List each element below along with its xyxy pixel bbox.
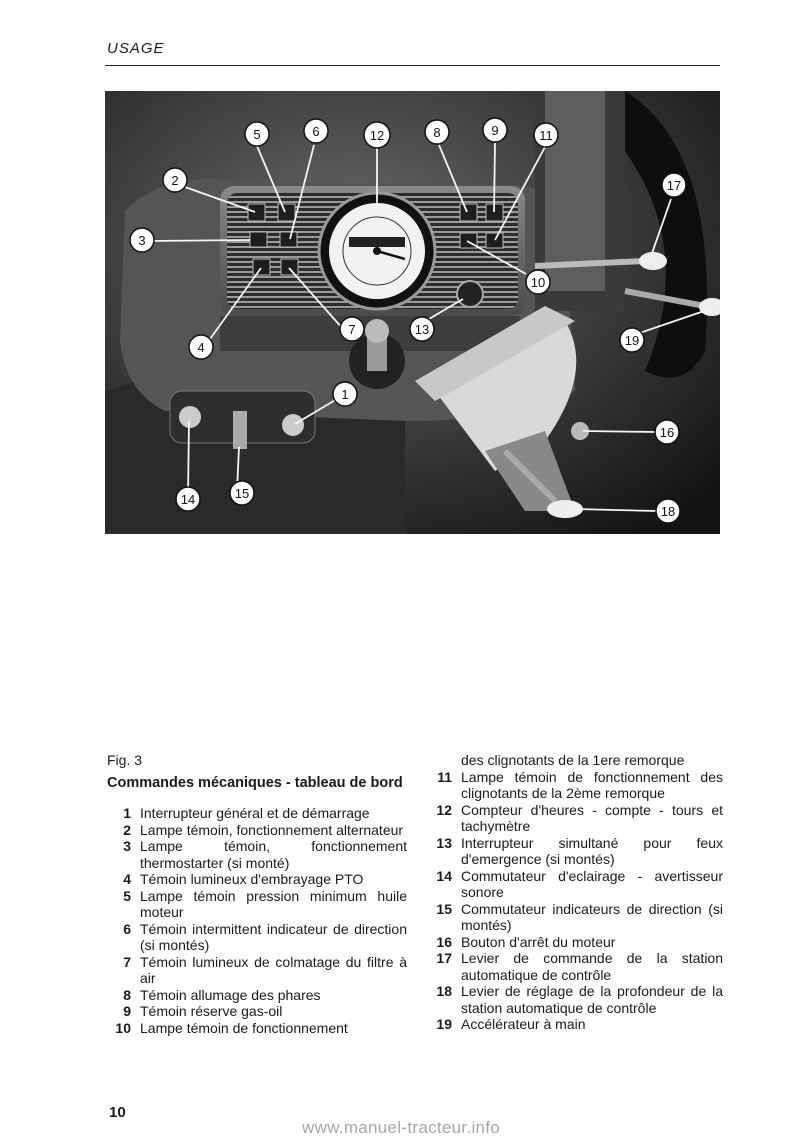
callout-15	[230, 481, 254, 505]
legend-item: 8 Témoin allumage des phares	[123, 986, 321, 1003]
dashboard-illustration	[105, 91, 720, 534]
svg-text:15: 15	[234, 486, 250, 501]
legend-item: 18 Levier de réglage de la profondeur de la station automatique de contrôle	[436, 983, 723, 1016]
callout-14	[176, 487, 200, 511]
legend-item: 3 Lampe témoin, fonctionnement thermostarter (si monté)	[123, 838, 407, 871]
caption-right-column	[428, 752, 723, 1033]
svg-text:2: 2	[171, 173, 179, 188]
svg-text:1: 1	[341, 387, 349, 402]
legend-item: 14 Commutateur d'eclairage - avertisseur sonore	[436, 867, 723, 900]
callout-16	[655, 420, 679, 444]
callout-19	[620, 328, 644, 352]
legend-item: 2 Lampe témoin, fonctionnement alternateur	[123, 821, 404, 838]
svg-text:8: 8	[433, 125, 441, 140]
legend-item: 9 Témoin réserve gas-oil	[123, 1003, 283, 1019]
callout-6	[304, 119, 328, 143]
callout-18	[656, 499, 680, 523]
svg-text:9: 9	[491, 123, 499, 138]
callout-12	[364, 122, 390, 148]
legend-continuation: des clignotants de la 1ere remorque	[461, 752, 685, 768]
svg-text:13: 13	[414, 322, 430, 337]
callout-4	[189, 335, 213, 359]
svg-text:5: 5	[253, 127, 261, 142]
svg-text:18: 18	[660, 504, 676, 519]
legend-item: 19 Accélérateur à main	[436, 1016, 586, 1032]
figure-title: Commandes mécaniques - tableau de bord	[107, 774, 403, 791]
caption-left-column	[107, 752, 407, 1036]
callout-17	[662, 173, 686, 197]
svg-text:6: 6	[312, 124, 320, 139]
header-rule	[105, 65, 720, 66]
callout-3	[130, 228, 154, 252]
callout-11	[534, 123, 558, 147]
legend-item: 4 Témoin lumineux d'embrayage PTO	[123, 871, 364, 887]
svg-text:14: 14	[180, 492, 196, 507]
svg-text:17: 17	[666, 178, 682, 193]
footer-watermark-url: www.manuel-tracteur.info	[302, 1118, 501, 1137]
callout-1	[333, 382, 357, 406]
legend-item: 7 Témoin lumineux de colmatage du filtre à air	[123, 953, 407, 986]
section-header: USAGE	[107, 40, 165, 57]
callout-10	[526, 270, 550, 294]
callout-7	[340, 317, 364, 341]
legend-item: 13 Interrupteur simultané pour feux d'emergence (si montés)	[436, 834, 723, 867]
svg-text:10: 10	[530, 275, 546, 290]
svg-text:19: 19	[624, 333, 640, 348]
legend-item: 17 Levier de commande de la station automatique de contrôle	[436, 950, 723, 983]
page-number: 10	[109, 1104, 126, 1121]
legend-item: 11 Lampe témoin de fonctionnement des clignotants de la 2ème remorque	[437, 768, 723, 801]
callout-9	[483, 118, 507, 142]
legend-item: 1 Interrupteur général et de démarrage	[123, 805, 370, 821]
callout-2	[163, 168, 187, 192]
svg-text:4: 4	[197, 340, 205, 355]
svg-text:11: 11	[539, 128, 553, 143]
dashboard-photo	[105, 91, 720, 534]
svg-text:16: 16	[659, 425, 675, 440]
legend-item: 6 Témoin intermittent indicateur de direction (si montés)	[123, 920, 407, 953]
callout-8	[425, 120, 449, 144]
callout-5	[245, 122, 269, 146]
svg-text:7: 7	[348, 322, 356, 337]
svg-text:12: 12	[369, 128, 385, 143]
legend-item: 5 Lampe témoin pression minimum huile moteur	[123, 887, 407, 920]
callout-13	[410, 317, 434, 341]
legend-item: 10 Lampe témoin de fonctionnement	[115, 1019, 348, 1036]
svg-text:3: 3	[138, 233, 146, 248]
figure-label: Fig. 3	[107, 752, 143, 768]
legend-item: 15 Commutateur indicateurs de direction (si montés)	[436, 900, 723, 933]
legend-item: 16 Bouton d'arrêt du moteur	[436, 933, 616, 950]
legend-item: 12 Compteur d'heures - compte - tours et tachymètre	[436, 801, 723, 834]
